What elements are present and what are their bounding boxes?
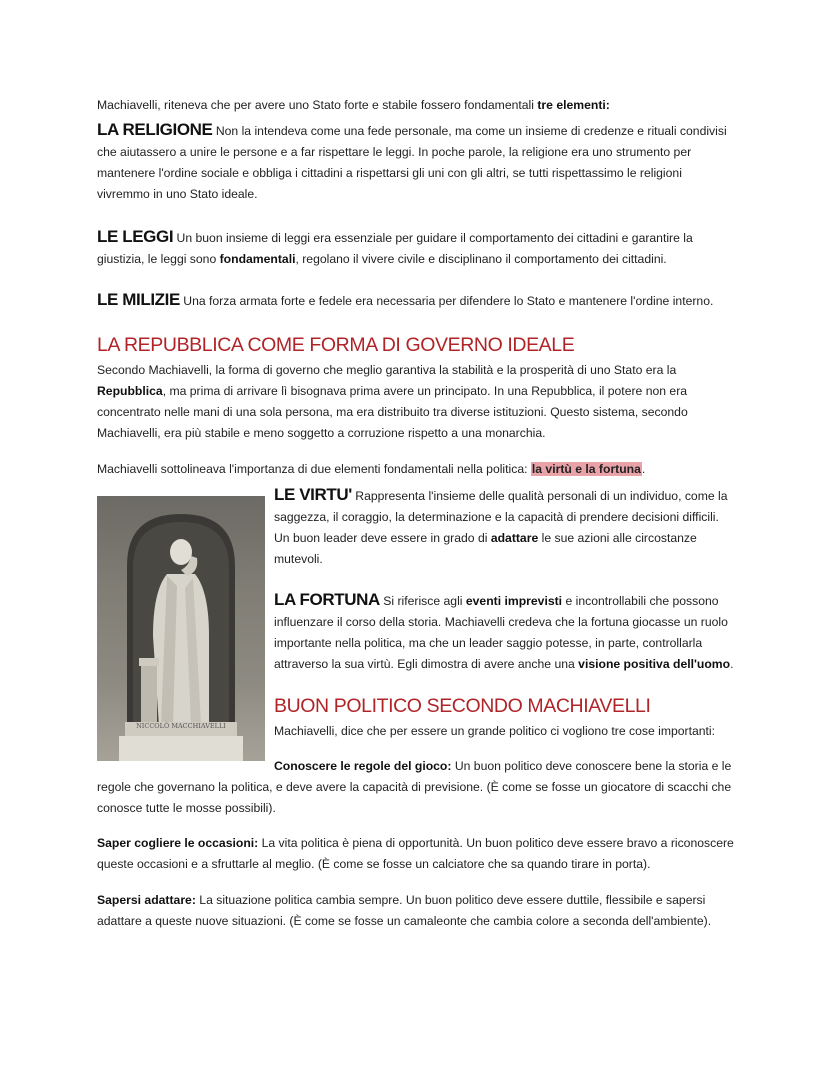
leggi-text-2: , regolano il vivere civile e disciplinano il comportamento dei cittadini.: [295, 252, 667, 266]
conoscere-bold: Conoscere le regole del gioco:: [274, 759, 452, 773]
repubblica-bold: Repubblica: [97, 384, 163, 398]
religione-paragraph: [97, 119, 735, 205]
fortuna-heading: LA FORTUNA: [274, 590, 380, 609]
virtu-paragraph: [274, 484, 735, 570]
repubblica-text-2: , ma prima di arrivare lì bisognava prima avere un principato. In una Repubblica, il potere non era concentrato nelle mani di una sola persona, ma era distribuito tra diverse istituzioni. Questo sistema, secondo Machiavelli, era più stabile e meno soggetto a corruzione rispetto a una monarchia.: [97, 384, 688, 440]
virtu-intro-text: Machiavelli sottolineava l'importanza di due elementi fondamentali nella politica:: [97, 462, 531, 476]
fortuna-bold-2: visione positiva dell'uomo: [578, 657, 731, 671]
milizie-paragraph: [97, 289, 735, 312]
virtu-fortuna-highlight: la virtù e la fortuna: [531, 462, 641, 476]
milizie-text: Una forza armata forte e fedele era necessaria per difendere lo Stato e mantenere l'ordine interno.: [179, 294, 714, 308]
cogliere-paragraph: [97, 833, 735, 875]
intro-paragraph: [97, 95, 735, 116]
repubblica-text-1: Secondo Machiavelli, la forma di governo che meglio garantiva la stabilità e la prosperità di uno Stato era la: [97, 363, 677, 377]
virtu-fortuna-intro: [97, 459, 735, 480]
leggi-bold: fondamentali: [219, 252, 296, 266]
fortuna-end: .: [730, 657, 734, 671]
cogliere-bold: Saper cogliere le occasioni:: [97, 836, 259, 850]
conoscere-paragraph: [97, 756, 735, 819]
leggi-paragraph: [97, 226, 735, 270]
leggi-heading: LE LEGGI: [97, 227, 174, 246]
milizie-heading: LE MILIZIE: [97, 290, 180, 309]
repubblica-title: LA REPUBBLICA COME FORMA DI GOVERNO IDEALE: [97, 334, 575, 356]
buon-politico-title: BUON POLITICO SECONDO MACHIAVELLI: [274, 695, 651, 717]
buon-politico-intro: Machiavelli, dice che per essere un grande politico ci vogliono tre cose importanti:: [274, 724, 716, 738]
cogliere-text: La vita politica è piena di opportunità. Un buon politico deve essere bravo a riconoscere queste occasioni e a sfruttarle al meglio. (È come se fosse un calciatore che sa quando tirare in porta).: [97, 836, 734, 871]
virtu-heading: LE VIRTU': [274, 485, 352, 504]
fortuna-bold-1: eventi imprevisti: [465, 594, 563, 608]
religione-text: Non la intendeva come una fede personale, ma come un insieme di credenze e rituali condivisi che aiutassero a unire le persone e a far rispettare le leggi. In poche parole, la religione era uno strumento per mantenere l'ordine sociale e obbliga i cittadini a rispettarsi gli uni con gli altri, se tutti rispettassimo le religioni vivremmo in uno Stato ideale.: [97, 124, 727, 201]
virtu-text-1: Rappresenta l'insieme delle qualità personali di un individuo, come la saggezza, il coraggio, la determinazione e la capacità di prendere decisioni difficili. Un buon leader deve essere in grado di: [274, 489, 728, 545]
machiavelli-statue-image: [97, 496, 265, 761]
leggi-text-1: Un buon insieme di leggi era essenziale per guidare il comportamento dei cittadini e garantire la giustizia, le leggi sono: [97, 231, 693, 266]
repubblica-paragraph: [97, 360, 735, 444]
fortuna-paragraph: [274, 589, 735, 675]
conoscere-text: Un buon politico deve conoscere bene la storia e le regole che governano la politica, e deve avere la capacità di previsione. (È come se fosse un giocatore di scacchi che conosce tutte le mosse possibili).: [97, 759, 732, 815]
intro-bold: tre elementi: [537, 98, 606, 112]
virtu-text-2: le sue azioni alle circostanze mutevoli.: [274, 531, 697, 566]
virtu-bold: adattare: [490, 531, 539, 545]
intro-text: Machiavelli, riteneva che per avere uno Stato forte e stabile fossero fondamentali: [97, 98, 538, 112]
virtu-intro-end: .: [641, 462, 646, 476]
fortuna-text-2: e incontrollabili che possono influenzare il corso della storia. Machiavelli credeva che la fortuna giocasse un ruolo importante nella politica, ma che un leader saggio potesse, in parte, controllarla attraverso la sua virtù. Egli dimostra di avere anche una: [274, 594, 728, 671]
adattare-paragraph: [97, 890, 735, 932]
adattare-bold: Sapersi adattare:: [97, 893, 196, 907]
intro-end: :: [605, 98, 610, 112]
adattare-text: La situazione politica cambia sempre. Un buon politico deve essere duttile, flessibile e sapersi adattare a queste nuove situazioni. (È come se fosse un camaleonte che cambia colore a seconda dell'ambiente).: [97, 893, 712, 928]
fortuna-text-1: Si riferisce agli: [379, 594, 466, 608]
statue-illustration: [97, 496, 265, 761]
statue-caption: NICCOLÒ MACCHIAVELLI: [136, 722, 226, 730]
religione-heading: LA RELIGIONE: [97, 120, 213, 139]
